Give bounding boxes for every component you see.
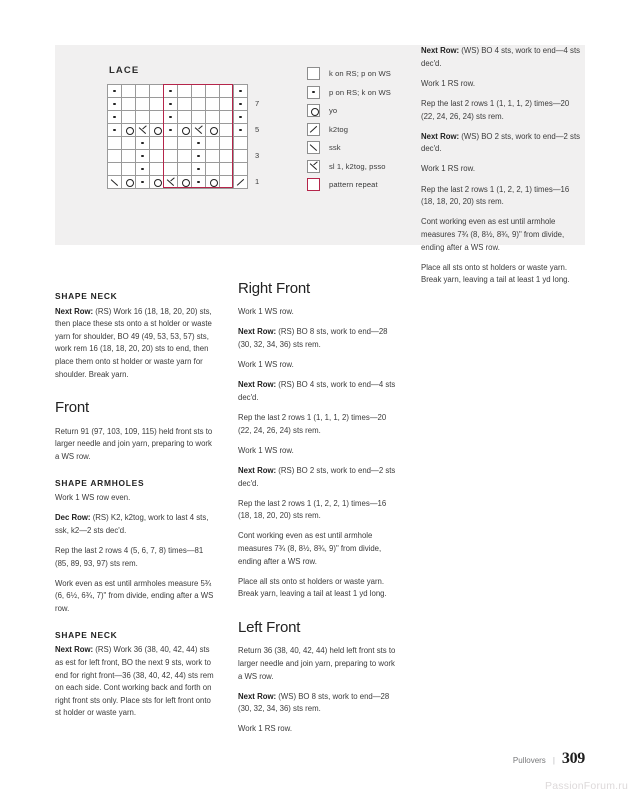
run-in-label: Next Row: [421,131,460,141]
legend-label: k on RS; p on WS [329,69,391,78]
column-right [421,45,584,294]
paragraph-text: (WS) BO 4 sts, work to end—4 sts dec'd. [421,46,581,68]
paragraph-work-rs-left-front: Work 1 RS row. [238,724,293,734]
paragraph-front: Return 91 (97, 103, 109, 115) held front sts to larger needle and join yarn, preparing to work a WS row. [55,426,213,461]
paragraph-rep-rows: Rep the last 2 rows 4 (5, 6, 7, 8) times—81 (85, 89, 93, 97) sts rem. [55,546,204,568]
legend-label: yo [329,106,338,115]
run-in-label: Next Row: [238,380,277,390]
paragraph-text: (RS) BO 8 sts, work to end—28 (30, 32, 34, 36) sts rem. [238,327,388,350]
footer-section-label: Pullovers [512,756,546,765]
run-in-label: Dec Row: [55,513,91,523]
body-columns [55,45,585,755]
paragraph-text: (RS) BO 2 sts, work to end—2 sts dec'd. [238,465,396,488]
paragraph-cont-armhole: Cont working even as est until armhole measures 7¾ (8, 8½, 8¾, 9)" from divide, ending after a WS row. [238,531,382,566]
paragraph-rep-2: Rep the last 2 rows 1 (1, 2, 2, 1) times—16 (18, 18, 20, 20) sts rem. [238,498,387,521]
paragraph-shape-neck [55,306,218,382]
run-in-label: Next Row: [421,46,460,55]
paragraph-shape-neck-2 [55,644,218,720]
paragraph-place-sts: Place all sts onto st holders or waste yarn. Break yarn, leaving a tail at least 1 yd long. [421,262,570,285]
paragraph-work-even: Work even as est until armholes measure 5¾ (6, 6½, 6¾, 7)" from divide, ending after a WS row. [55,578,214,614]
heading-shape-neck-2: SHAPE NECK [55,629,118,640]
legend-label: k2tog [329,124,349,134]
site-watermark: PassionForum.ru [545,780,628,792]
paragraph-cont-armhole: Cont working even as est until armhole measures 7¾ (8, 8½, 8¾, 9)" from divide, ending after a WS row. [421,217,565,252]
paragraph-next-row-1 [238,326,401,351]
chart-title: LACE [109,65,140,76]
page-footer [513,750,585,768]
legend-label: p on RS; k on WS [329,87,391,97]
paragraph-dec-row [55,512,218,537]
paragraph-text: (WS) BO 8 sts, work to end—28 (30, 32, 34, 36) sts rem. [238,691,390,714]
chart-row-number: 7 [255,99,260,108]
paragraph-place-sts: Place all sts onto st holders or waste yarn. Break yarn, leaving a tail at least 1 yd long. [238,576,387,599]
paragraph-text: (RS) BO 4 sts, work to end—4 sts dec'd. [238,380,396,402]
legend-label: pattern repeat [329,180,378,189]
paragraph-next-row-2 [238,379,401,404]
chart-row-number: 3 [255,151,260,160]
chart-row-number: 5 [255,125,260,134]
legend-label: ssk [329,143,341,152]
footer-divider: | [552,756,555,765]
paragraph-work-ws-3: Work 1 WS row. [238,445,294,455]
paragraph-work-ws-1: Work 1 WS row. [238,307,294,317]
run-in-label: Next Row: [238,691,277,701]
paragraph-rep-1: Rep the last 2 rows 1 (1, 1, 1, 2) times—20 (22, 24, 26, 24) sts rem. [238,413,387,435]
paragraph-next-row-2 [421,131,584,156]
heading-shape-armholes: SHAPE ARMHOLES [55,477,145,488]
run-in-label: Next Row: [55,645,94,655]
run-in-label: Next Row: [238,327,277,337]
paragraph-work-rs-1: Work 1 RS row. [421,78,476,88]
heading-front: Front [55,399,90,417]
heading-left-front: Left Front [238,619,301,637]
paragraph-left-front-body: Return 36 (38, 40, 42, 44) held left front sts to larger needle and join yarn, preparing to work a WS row. [238,646,396,681]
paragraph-work-ws-2: Work 1 WS row. [238,360,294,370]
column-middle [238,277,401,744]
run-in-label: Next Row: [55,306,94,316]
page-number: 309 [561,750,585,767]
paragraph-armholes-intro: Work 1 WS row even. [55,493,131,503]
legend-label: sl 1, k2tog, psso [329,161,386,171]
paragraph-rep-2: Rep the last 2 rows 1 (1, 2, 2, 1) times—16 (18, 18, 20, 20) sts rem. [421,184,570,207]
heading-right-front: Right Front [238,280,310,297]
paragraph-text: (RS) Work 16 (18, 18, 20, 20) sts, then place these sts onto a st holder or waste yarn for shoulder, BO 49 (49, 53, 53, 57) sts, work rem 16 (18, 18, 20, 20) sts to end, then place them onto st holder or waste yarn for shoulder. Break yarn. [55,306,212,379]
paragraph-left-front-next-row [238,691,401,716]
paragraph-text: (RS) K2, k2tog, work to last 4 sts, ssk, k2—2 sts dec'd. [55,513,209,535]
paragraph-text: (RS) Work 36 (38, 40, 42, 44) sts as est for left front, BO the next 9 sts, work to end for right front—36 (38, 40, 42, 44) sts rem on each side. Cont working back and forth on right front sts only. Place sts for left front onto st holder or waste yarn. [55,645,214,718]
chart-row-number: 1 [255,177,260,186]
paragraph-work-rs-2: Work 1 RS row. [421,164,476,174]
column-left [55,277,218,728]
paragraph-rep-1: Rep the last 2 rows 1 (1, 1, 1, 2) times—20 (22, 24, 26, 24) sts rem. [421,98,570,121]
paragraph-next-row-3 [238,465,401,490]
run-in-label: Next Row: [238,465,277,475]
paragraph-next-row-1 [421,45,584,70]
heading-shape-neck: SHAPE NECK [55,291,118,301]
paragraph-text: (WS) BO 2 sts, work to end—2 sts dec'd. [421,131,581,154]
